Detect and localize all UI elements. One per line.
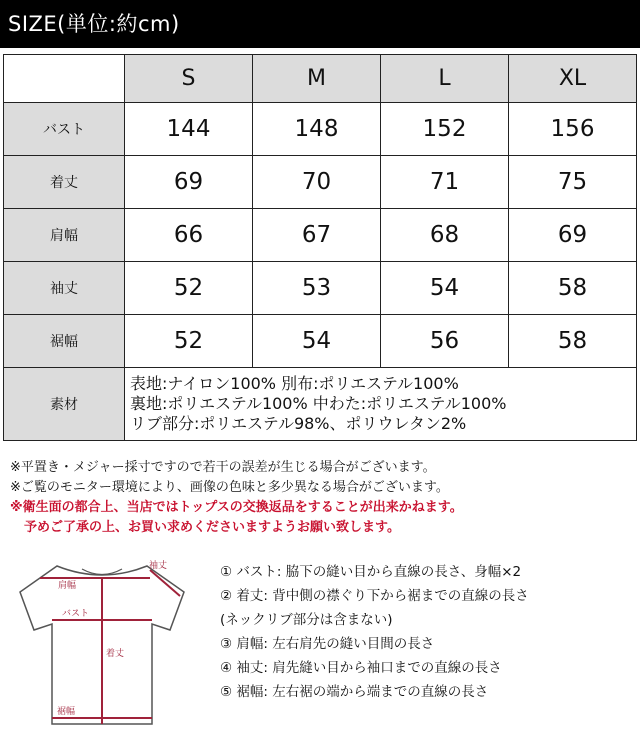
table-cell: 71 xyxy=(381,156,509,209)
table-cell: 67 xyxy=(253,209,381,262)
table-corner xyxy=(4,55,125,103)
table-cell: 70 xyxy=(253,156,381,209)
size-header-l: L xyxy=(381,55,509,103)
page-title: SIZE(単位:約cm) xyxy=(0,0,640,48)
material-description xyxy=(125,368,637,441)
table-cell: 68 xyxy=(381,209,509,262)
row-label-hem: 裾幅 xyxy=(4,315,125,368)
table-cell: 156 xyxy=(509,103,637,156)
table-row xyxy=(4,156,637,209)
measurement-descriptions xyxy=(220,560,630,704)
desc-bust: ① バスト: 脇下の縫い目から直線の長さ、身幅×2 xyxy=(220,564,522,580)
table-cell: 69 xyxy=(125,156,253,209)
table-cell: 58 xyxy=(509,315,637,368)
row-label-sleeve: 袖丈 xyxy=(4,262,125,315)
desc-length: ② 着丈: 背中側の襟ぐり下から裾までの直線の長さ xyxy=(220,588,529,604)
table-cell: 52 xyxy=(125,315,253,368)
note-monitor: ※ご覧のモニター環境により、画像の色味と多少異なる場合がございます。 xyxy=(10,480,449,495)
table-row xyxy=(4,103,637,156)
desc-sleeve: ④ 袖丈: 肩先縫い目から袖口までの直線の長さ xyxy=(220,660,502,676)
table-cell: 144 xyxy=(125,103,253,156)
note-acknowledge: 予めご了承の上、お買い求めくださいますようお願い致します。 xyxy=(24,520,400,535)
table-cell: 66 xyxy=(125,209,253,262)
table-row xyxy=(4,262,637,315)
diagram-label-sleeve: 袖丈 xyxy=(149,561,168,571)
notes-section xyxy=(10,458,635,538)
table-cell: 54 xyxy=(381,262,509,315)
table-cell: 54 xyxy=(253,315,381,368)
row-label-bust: バスト xyxy=(4,103,125,156)
size-table xyxy=(3,54,637,441)
table-cell: 75 xyxy=(509,156,637,209)
size-header-s: S xyxy=(125,55,253,103)
diagram-label-bust: バスト xyxy=(62,609,90,619)
table-cell: 152 xyxy=(381,103,509,156)
diagram-label-length: 着丈 xyxy=(106,649,125,659)
note-measurement: ※平置き・メジャー採寸ですので若干の誤差が生じる場合がございます。 xyxy=(10,460,436,475)
table-cell: 148 xyxy=(253,103,381,156)
row-label-shoulder: 肩幅 xyxy=(4,209,125,262)
material-line: 表地:ナイロン100% 別布:ポリエステル100% xyxy=(130,374,459,393)
desc-length-note: (ネックリブ部分は含まない) xyxy=(220,612,393,628)
material-line: リブ部分:ポリエステル98%、ポリウレタン2% xyxy=(130,414,467,433)
note-no-returns: ※衛生面の都合上、当店ではトップスの交換返品をすることが出来かねます。 xyxy=(10,500,463,515)
desc-hem: ⑤ 裾幅: 左右裾の端から端までの直線の長さ xyxy=(220,684,489,700)
desc-shoulder: ③ 肩幅: 左右肩先の縫い目間の長さ xyxy=(220,636,435,652)
material-row xyxy=(4,368,637,441)
table-cell: 56 xyxy=(381,315,509,368)
size-header-m: M xyxy=(253,55,381,103)
diagram-label-hem: 裾幅 xyxy=(57,707,76,717)
row-label-length: 着丈 xyxy=(4,156,125,209)
size-header-row xyxy=(4,55,637,103)
table-cell: 53 xyxy=(253,262,381,315)
material-line: 裏地:ポリエステル100% 中わた:ポリエステル100% xyxy=(130,394,507,413)
row-label-material: 素材 xyxy=(4,368,125,441)
tshirt-diagram xyxy=(12,556,192,731)
table-cell: 58 xyxy=(509,262,637,315)
diagram-label-shoulder: 肩幅 xyxy=(58,581,77,591)
table-row xyxy=(4,315,637,368)
size-header-xl: XL xyxy=(509,55,637,103)
table-cell: 52 xyxy=(125,262,253,315)
table-row xyxy=(4,209,637,262)
table-cell: 69 xyxy=(509,209,637,262)
